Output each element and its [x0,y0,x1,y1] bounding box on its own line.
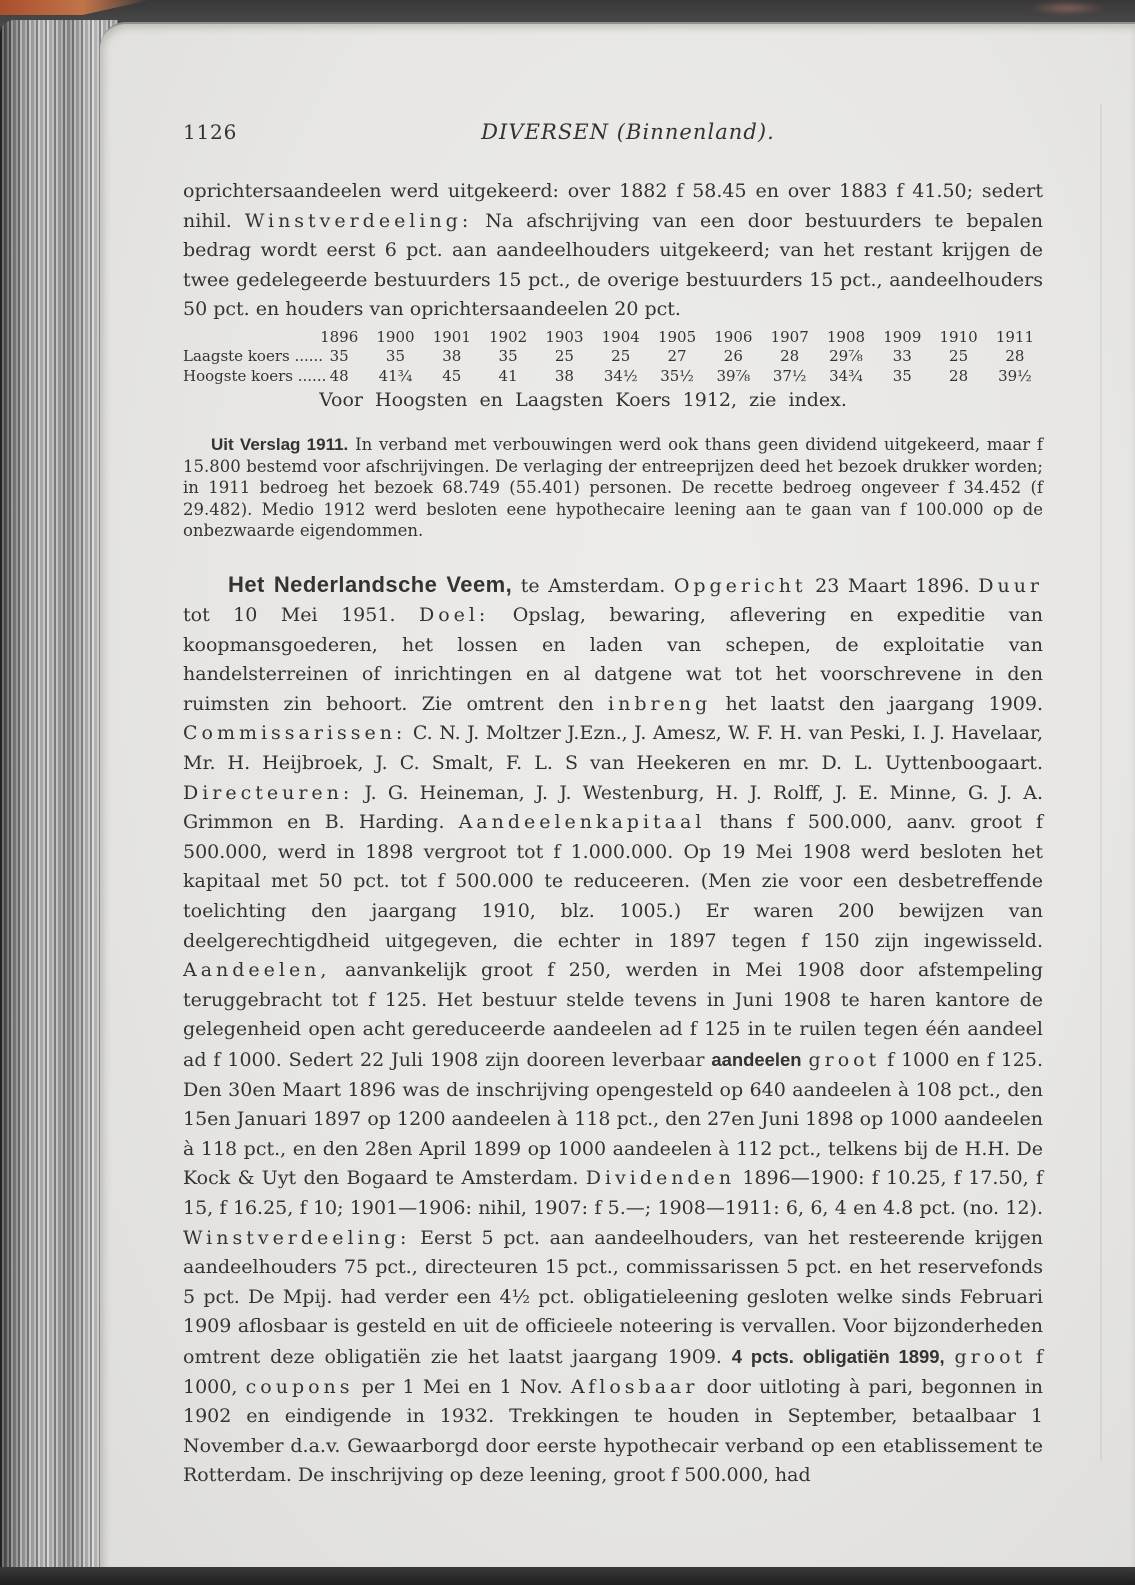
table-cell: 41¾ [378,366,413,385]
table-cell: 35 [385,347,406,365]
text-run: Uit Verslag 1911. [211,435,349,454]
text-run: thans f 500.000, aanv. groot f 500.000, werd in 1898 vergroot tot f 1.000.000. Op 19 Mei 1908 werd besloten het kapitaal met 50 pct. tot f 500.000 te reduceeren. (Men zie voor een desbetreffende toelichting den jaargang 1910, blz. 1005.) Er waren 200 bewijzen van deelgerechtigdheid uitgegeven, die echter in 1897 tegen f 150 zijn ingewisseld. [183,811,1043,952]
table-cell: 33 [892,347,912,365]
text-run: Het Nederlandsche Veem, [228,571,513,597]
table-cell: 1906 [714,327,753,346]
hoogste-koers-label: Hoogste koers ...... [183,366,327,385]
table-cell: 1901 [432,327,471,346]
table-cell: 45 [442,366,462,385]
hoogste-koers-values [311,367,1043,387]
text-run: Duur [978,574,1043,597]
text-run: Aandeelenkapitaal [458,811,706,834]
table-cell: 27 [667,347,687,365]
running-header: DIVERSEN (Binnenland). [481,120,775,144]
page-crease [1100,104,1102,1461]
text-run: C. N. J. Moltzer J.Ezn., J. Amesz, W. F. H. van Peski, I. J. Havelaar, Mr. H. Heijbroek, J. C. Smalt, F. L. S van Heekeren en mr. D. L. Uyttenboogaart. [183,722,1043,775]
table-cell: 1907 [770,327,809,346]
text-run: Opslag, bewaring, aflevering en expeditie van koopmansgoederen, het lossen en laden van schepen, de exploitatie van handelsterreinen of inrichtingen en al datgene wat tot het voorschrevene in den ruimsten zin behoort. Zie omtrent den [183,604,1043,715]
background-bottom-shade [0,1567,1135,1585]
table-cell: 29⅞ [829,347,863,365]
text-run: Aflosbaar [570,1375,699,1398]
text-run: per 1 Mei en 1 Nov. [353,1375,571,1398]
table-cell: 26 [723,347,743,365]
text-run: inbreng [608,692,712,715]
text-run: 4 pcts. obligatiën 1899, [731,1345,945,1367]
text-run: coupons [245,1375,354,1398]
text-run: aandeelen [711,1049,802,1070]
text-run: oprichtersaandeelen werd uitgekeerd: over 1882 f 58.45 en over 1883 f 41.50; sedert nihil. [183,180,1043,232]
book-page [100,22,1135,1571]
text-run: f 1000 en f 125. Den 30en Maart 1896 was de inschrijving opengesteld op 640 aandeelen à 108 pct., den 15en Januari 1897 op 1200 aandeelen à 118 pct., den 27en Juni 1898 op 1000 aandeelen à 118 pct., en den 28en April 1899 op 1000 aandeelen à 112 pct., telkens bij de H.H. De Kock & Uyt den Bogaard te Amsterdam. [183,1049,1044,1190]
text-run: 1896—1900: f 10.25, f 17.50, f 15, f 16.25, f 10; 1901—1906: nihil, 1907: f 5.—; 1908—1911: 6, 6, 4 en 4.8 pct. (no. 12). [183,1167,1043,1219]
koers-table-years [311,328,1043,348]
table-cell: 1911 [995,327,1034,346]
table-cell: 1909 [883,327,922,346]
text-run: tot 10 Mei 1951. [183,604,419,627]
koers-table-corner [183,328,311,348]
table-cell: 35 [498,347,518,365]
table-cell: 25 [554,347,574,365]
table-cell: 38 [442,347,462,365]
text-run: J. G. Heineman, J. J. Westenburg, H. J. Rolff, J. E. Minne, G. J. A. Grimmon en B. Harding. [183,781,1043,834]
koers-table-years-row [183,328,1043,348]
text-run: Directeuren: [183,781,354,804]
table-cell: 1896 [320,327,359,346]
text-run: door uitloting à pari, begonnen in 1902 en eindigende in 1932. Trekkingen te houden in September, betaalbaar 1 November d.a.v. Gewaarborgd door eerste hypothecair verband op een etablissement te Rotterdam. De inschrijving op deze leening, groot f 500.000, had [183,1375,1044,1487]
text-column [183,24,1043,1491]
text-run: Commissarissen: [183,722,407,745]
koers-table-laagste-row [183,347,1043,367]
table-cell: 1903 [545,327,584,346]
table-cell: 35½ [660,366,694,385]
text-run: Doel: [418,604,490,627]
company-entry-paragraph [183,570,1043,1491]
text-run: groot [808,1049,881,1071]
table-cell: 37½ [772,366,807,385]
table-cell: 35 [892,366,912,385]
text-run: f 1000, [183,1345,1043,1398]
table-cell: 38 [554,366,574,385]
koers-table [183,328,1043,387]
table-cell: 39⅞ [716,366,751,385]
intro-paragraph [183,177,1043,325]
table-cell: 48 [329,366,349,385]
table-cell: 25 [611,347,631,365]
table-cell: 41 [498,366,518,385]
text-run: aanvankelijk groot f 250, werden in Mei 1908 door afstempeling teruggebracht tot f 125. Het bestuur stelde tevens in Juni 1908 te haren kantore de gelegenheid open acht gereduceerde aandeelen ad f 125 in te ruilen tegen één aandeel ad f 1000. Sedert 22 Juli 1908 zijn dooreen leverbaar [183,959,1043,1071]
table-cell: 1908 [826,327,866,346]
text-run: In verband met verbouwingen werd ook thans geen dividend uitgekeerd, maar f 15.800 bestemd voor afschrijvingen. De verlaging der entreeprijzen deed het bezoek drukker worden; in 1911 bedroeg het bezoek 68.749 (55.401) personen. De recette bedroeg ongeveer f 34.452 (f 29.482). Medio 1912 werd besloten eene hypothecaire leening aan te gaan van f 100.000 op de onbezwaarde eigendommen. [183,435,1043,540]
koers-table-hoogste-row [183,367,1043,387]
text-run: Na afschrijving van een door bestuurders te bepalen bedrag wordt eerst 6 pct. aan aandeelhouders uitgekeerd; van het restant krijgen de twee gedelegeerde bestuurders 15 pct., de overige bestuurders 15 pct., aandeelhouders 50 pct. en houders van oprichtersaandeelen 20 pct. [183,209,1043,320]
table-cell: 34¾ [829,366,863,385]
verslag-1911-paragraph [183,434,1043,542]
table-cell: 34½ [603,366,638,385]
text-run: Eerst 5 pct. aan aandeelhouders, van het resteerende krijgen aandeelhouders 75 pct., directeuren 15 pct., commissarissen 5 pct. en het reservefonds 5 pct. De Mpij. had verder een 4½ pct. obligatieleening gesloten welke sinds Februari 1909 aflosbaar is gesteld en uit de officieele noteering is vervallen. Voor bijzonderheden omtrent deze obligatiën zie het laatst jaargang 1909. [183,1226,1043,1368]
text-run: Winstverdeeling: [183,1226,411,1249]
table-cell: 39½ [998,366,1032,385]
text-run [945,1346,955,1368]
table-cell: 1910 [939,327,978,346]
table-cell: 1905 [657,327,697,346]
table-cell: 28 [1005,347,1025,365]
text-run: het laatst den jaargang 1909. [711,692,1044,715]
page-number: 1126 [183,120,238,144]
table-cell: 28 [949,366,969,385]
table-cell: 1902 [489,327,528,346]
text-run: groot [954,1345,1027,1368]
table-cell: 25 [949,347,969,365]
laagste-koers-values [311,347,1043,367]
table-cell: 35 [329,347,349,365]
table-cell: 28 [780,347,800,365]
text-run: 23 Maart 1896. [806,574,979,597]
text-run: te Amsterdam. [512,574,674,597]
table-cell: 1900 [376,327,415,346]
text-run: Dividenden [585,1167,736,1190]
text-run: Winstverdeeling: [244,209,473,232]
koers-table-note: Voor Hoogsten en Laagsten Koers 1912, zie index. [319,389,847,411]
text-run: Opgericht [673,574,807,597]
table-cell: 1904 [601,327,640,346]
text-run: Aandeelen, [183,959,331,982]
red-smudge-artifact [1027,1,1107,15]
laagste-koers-label: Laagste koers ...... [183,347,324,365]
page-header [183,120,1043,150]
